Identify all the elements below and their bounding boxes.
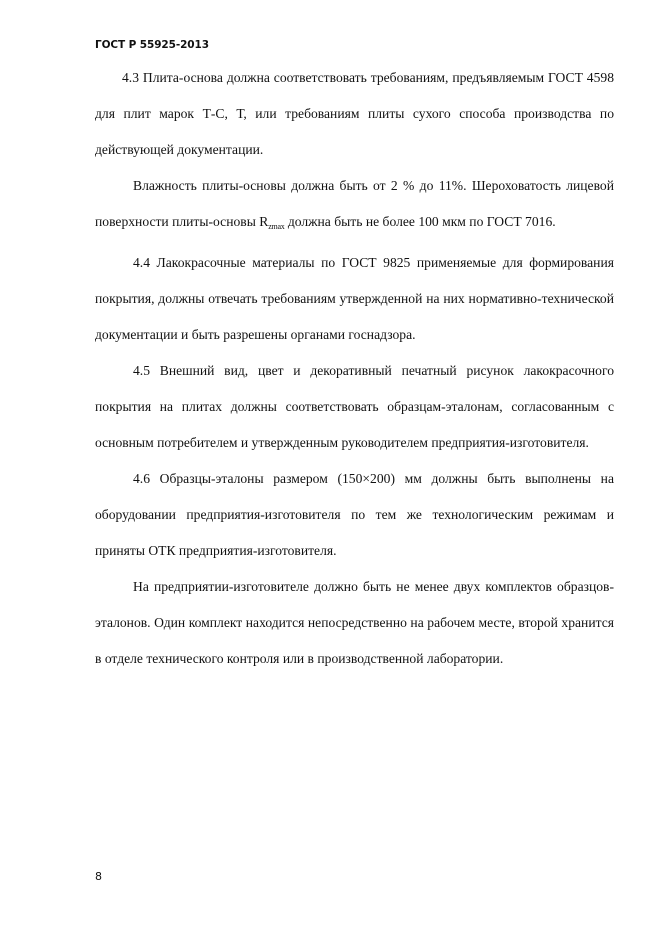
paragraph-4-6: 4.6 Образцы-эталоны размером (150×200) мм должны быть выполнены на оборудовании предприятия-изготовителя по тем же технологическим режимам и приняты ОТК предприятия-изготовителя. (95, 471, 614, 558)
standard-code-header: ГОСТ Р 55925-2013 (95, 39, 209, 51)
paragraph-4-3: 4.3 Плита-основа должна соответствовать требованиям, предъявляемым ГОСТ 4598 для плит марок Т-С, Т, или требованиям плиты сухого способа производства по действующей документации. (95, 70, 614, 157)
paragraph-4-5: 4.5 Внешний вид, цвет и декоративный печатный рисунок лакокрасочного покрытия на плитах должны соответствовать образцам-эталонам, согласованным с основным потребителем и утвержденным руководителем предприятия-изготовителя. (95, 363, 614, 450)
document-body (95, 60, 614, 677)
moisture-text-before: Влажность плиты-основы должна быть от 2 % до 11%. Шероховатость лицевой поверхности плиты-основы R (95, 178, 614, 229)
paragraph-4-4: 4.4 Лакокрасочные материалы по ГОСТ 9825 применяемые для формирования покрытия, должны отвечать требованиям утвержденной на них нормативно-технической документации и быть разрешены органами госнадзора. (95, 255, 614, 342)
paragraph-moisture-roughness (95, 168, 614, 245)
paragraph-reference-sets: На предприятии-изготовителе должно быть не менее двух комплектов образцов-эталонов. Один комплект находится непосредственно на рабочем месте, второй хранится в отделе технического контроля или в производственной лаборатории. (95, 579, 614, 666)
page-number: 8 (95, 870, 102, 883)
moisture-text-after: должна быть не более 100 мкм по ГОСТ 7016. (284, 214, 556, 229)
roughness-subscript: zmax (268, 222, 285, 231)
